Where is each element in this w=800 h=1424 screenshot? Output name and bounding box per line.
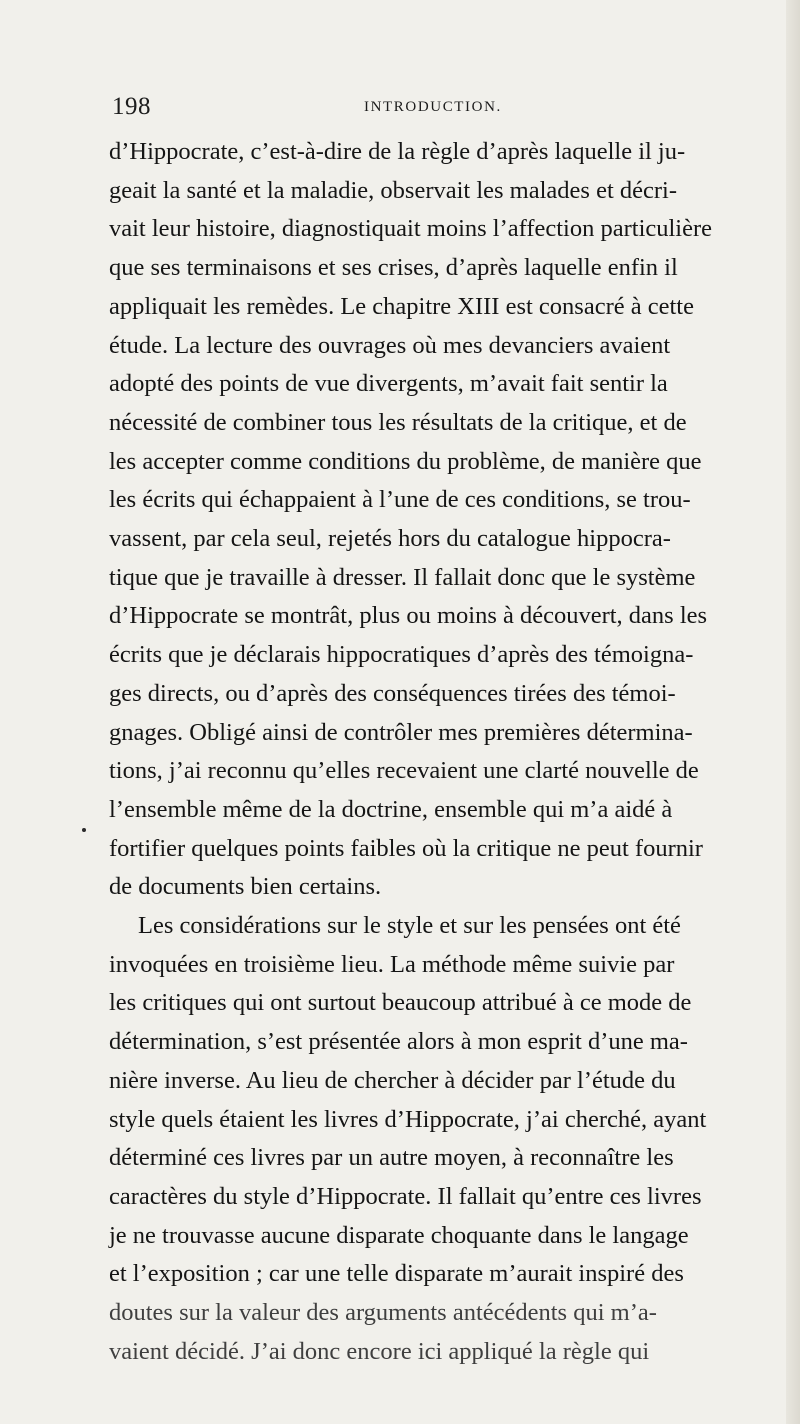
page-number: 198 — [112, 93, 151, 120]
text-line: de documents bien certains. — [109, 873, 382, 901]
text-line: tions, j’ai reconnu qu’elles recevaient une clarté nouvelle de — [109, 757, 699, 785]
text-line: d’Hippocrate, c’est-à-dire de la règle d’après laquelle il ju- — [109, 138, 686, 165]
margin-mark — [82, 828, 86, 832]
text-line: vaient décidé. J’ai donc encore ici appliqué la règle qui — [109, 1337, 650, 1365]
text-line: tique que je travaille à dresser. Il fallait donc que le système — [109, 563, 696, 591]
text-line: vait leur histoire, diagnostiquait moins l’affection particulière — [109, 215, 713, 243]
text-line: l’ensemble même de la doctrine, ensemble qui m’a aidé à — [109, 795, 673, 823]
text-line: ges directs, ou d’après des conséquences tirées des témoi- — [109, 679, 676, 707]
text-line: gnages. Obligé ainsi de contrôler mes premières détermina- — [109, 718, 693, 746]
text-line: d’Hippocrate se montrât, plus ou moins à découvert, dans les — [109, 602, 708, 630]
text-line: vassent, par cela seul, rejetés hors du catalogue hippocra- — [109, 525, 671, 553]
text-line: je ne trouvasse aucune disparate choquante dans le langage — [109, 1221, 689, 1249]
text-line: geait la santé et la maladie, observait les malades et décri- — [109, 176, 678, 204]
text-line: étude. La lecture des ouvrages où mes devanciers avaient — [109, 331, 671, 359]
text-line: déterminé ces livres par un autre moyen, à reconnaître les — [109, 1144, 674, 1172]
text-line: les accepter comme conditions du problème, de manière que — [109, 447, 702, 475]
running-title: INTRODUCTION. — [364, 99, 502, 115]
text-line: que ses terminaisons et ses crises, d’après laquelle enfin il — [109, 254, 678, 282]
text-line: style quels étaient les livres d’Hippocrate, j’ai cherché, ayant — [109, 1105, 707, 1133]
text-line: nécessité de combiner tous les résultats de la critique, et de — [109, 408, 687, 436]
text-line: écrits que je déclarais hippocratiques d’après des témoigna- — [109, 641, 694, 669]
body-text — [109, 133, 789, 1372]
text-line: fortifier quelques points faibles où la critique ne peut fournir — [109, 834, 703, 862]
paragraph-start-line: Les considérations sur le style et sur les pensées ont été — [138, 912, 681, 940]
text-line: les critiques qui ont surtout beaucoup attribué à ce mode de — [109, 989, 692, 1017]
text-line: doutes sur la valeur des arguments antécédents qui m’a- — [109, 1299, 657, 1327]
text-line: appliquait les remèdes. Le chapitre XIII est consacré à cette — [109, 292, 694, 320]
text-line: nière inverse. Au lieu de chercher à décider par l’étude du — [109, 1066, 676, 1094]
text-line: les écrits qui échappaient à l’une de ces conditions, se trou- — [109, 486, 691, 514]
running-head — [112, 93, 772, 123]
text-line: invoquées en troisième lieu. La méthode même suivie par — [109, 950, 675, 978]
text-line: détermination, s’est présentée alors à mon esprit d’une ma- — [109, 1028, 688, 1056]
text-line: et l’exposition ; car une telle disparate m’aurait inspiré des — [109, 1260, 684, 1288]
text-line: caractères du style d’Hippocrate. Il fallait qu’entre ces livres — [109, 1182, 702, 1210]
text-line: adopté des points de vue divergents, m’avait fait sentir la — [109, 370, 668, 398]
